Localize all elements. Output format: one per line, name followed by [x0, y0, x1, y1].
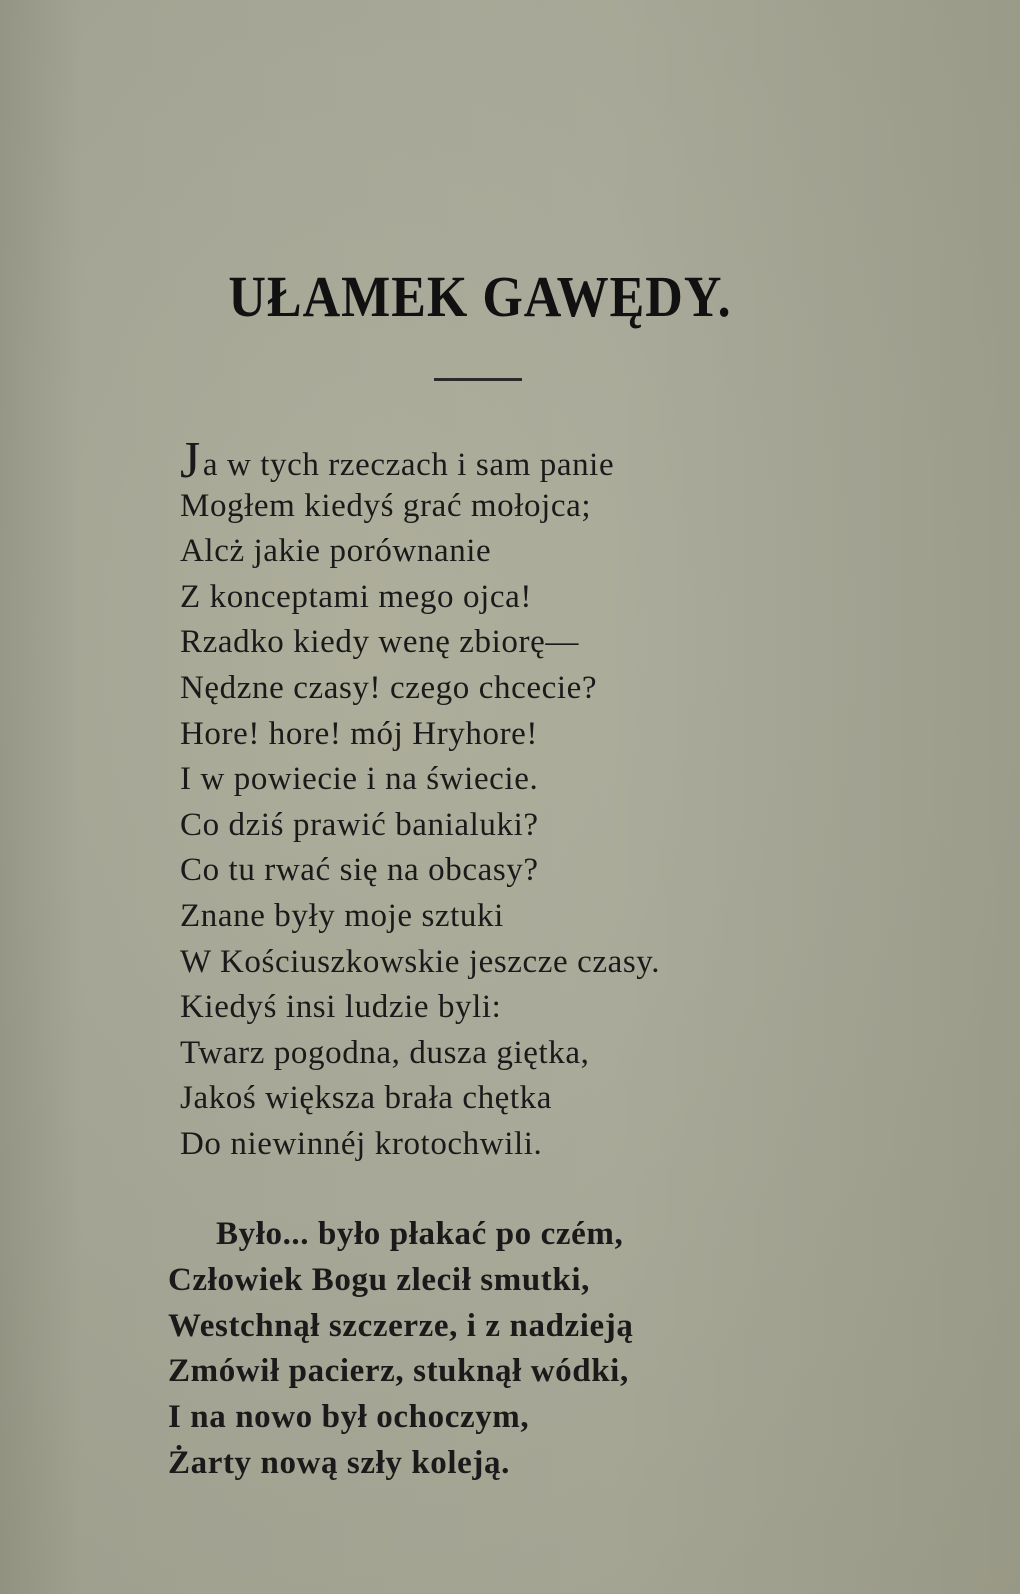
poem-line: Westchnął szczerze, i z nadzieją — [168, 1307, 634, 1344]
poem-line: Mogłem kiedyś grać mołojca; — [180, 487, 592, 524]
poem-line: Było... było płakać po czém, — [216, 1216, 624, 1252]
poem-line: I w powiecie i na świecie. — [180, 761, 539, 798]
stanza-1 — [180, 432, 820, 1168]
first-line-text: a w tych rzeczach i sam panie — [202, 447, 615, 483]
drop-cap: J — [180, 432, 201, 489]
poem-line: Człowiek Bogu zlecił smutki, — [168, 1261, 590, 1298]
poem-line: Hore! hore! mój Hryhore! — [180, 715, 539, 752]
poem-line: Co tu rwać się na obcasy? — [180, 852, 539, 889]
poem-line: Zmówił pacierz, stuknął wódki, — [168, 1353, 629, 1390]
poem-line: Co dziś prawić banialuki? — [180, 806, 539, 843]
poem-line: Rzadko kiedy wenę zbiorę— — [180, 624, 579, 661]
poem-line: Znane były moje sztuki — [180, 897, 504, 934]
poem-line: Żarty nową szły koleją. — [168, 1444, 510, 1481]
poem-line: Z konceptami mego ojca! — [180, 578, 532, 615]
poem-line — [180, 432, 820, 489]
poem-title: UŁAMEK GAWĘDY. — [228, 265, 732, 330]
poem-line: Alcż jakie porównanie — [180, 533, 492, 570]
poem-line: I na nowo był ochoczym, — [168, 1399, 530, 1436]
poem-line: Kiedyś insi ludzie byli: — [180, 989, 502, 1026]
stanza-2 — [168, 1212, 808, 1487]
poem-line: Jakoś większa brała chętka — [180, 1080, 553, 1117]
poem-line: Do niewinnéj krotochwili. — [180, 1125, 543, 1162]
title-divider — [434, 378, 522, 381]
poem-line: W Kościuszkowskie jeszcze czasy. — [180, 943, 661, 980]
poem-line: Twarz pogodna, dusza giętka, — [180, 1034, 590, 1071]
poem-line: Nędzne czasy! czego chcecie? — [180, 669, 598, 706]
